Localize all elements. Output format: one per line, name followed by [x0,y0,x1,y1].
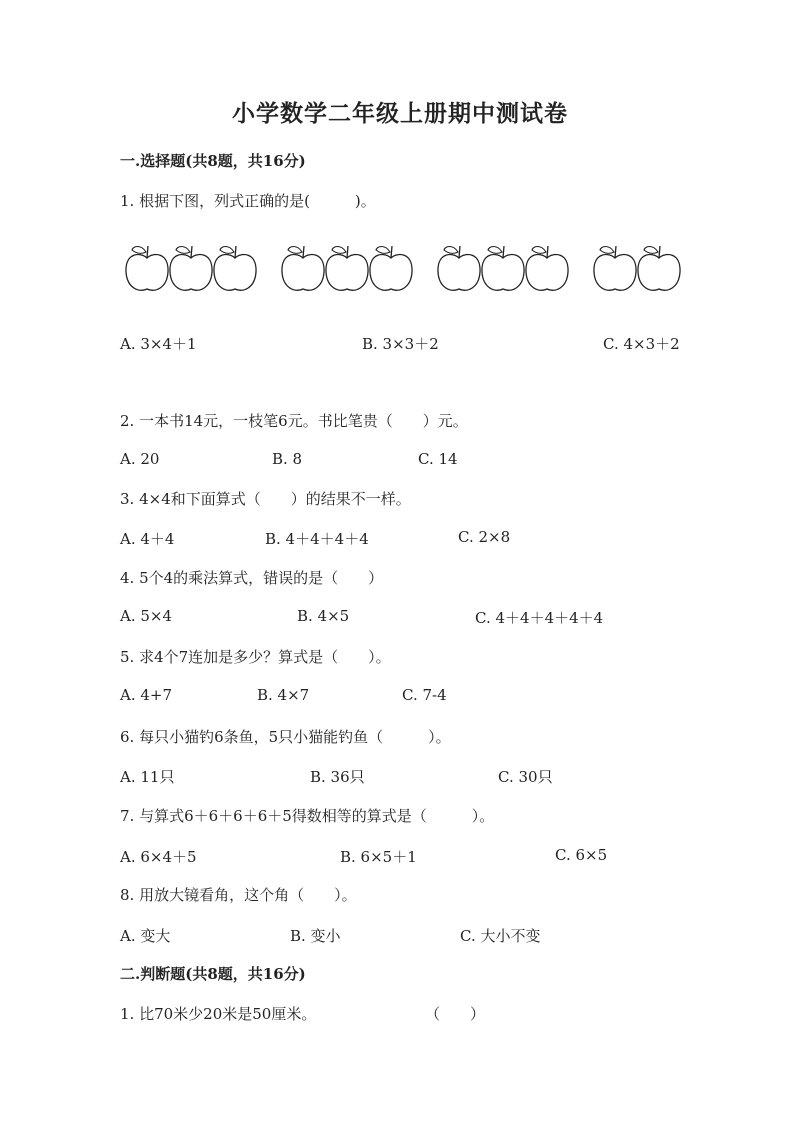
q2-option-b[interactable]: B. 8 [272,450,303,468]
question-6-text: 6. 每只小猫钓6条鱼，5只小猫能钓鱼（ ）。 [120,728,451,746]
q8-option-b[interactable]: B. 变小 [290,927,341,945]
q2-option-c[interactable]: C. 14 [418,450,458,468]
q1-option-c[interactable]: C. 4×3＋2 [603,335,680,353]
q6-option-b[interactable]: B. 36只 [310,768,365,786]
judgement-1-text: 1. 比70米少20米是50厘米。 [120,1005,317,1023]
apples-figure [120,240,700,295]
question-1-text: 1. 根据下图，列式正确的是( )。 [120,192,376,210]
question-3-text: 3. 4×4和下面算式（ ）的结果不一样。 [120,490,411,508]
apple-icon [594,246,636,290]
apple-icon [126,246,168,290]
apple-icon [438,246,480,290]
q3-option-a[interactable]: A. 4＋4 [120,530,175,548]
apple-icon [370,246,412,290]
q5-option-b[interactable]: B. 4×7 [257,686,310,704]
q6-option-c[interactable]: C. 30只 [498,768,553,786]
q4-option-b[interactable]: B. 4×5 [297,607,350,625]
q3-option-b[interactable]: B. 4＋4＋4＋4 [265,530,369,548]
q1-option-b[interactable]: B. 3×3＋2 [362,335,439,353]
section-heading-judgement: 二.判断题(共8题，共16分) [120,965,306,983]
q2-option-a[interactable]: A. 20 [120,450,160,468]
q5-option-c[interactable]: C. 7-4 [402,686,447,704]
apple-icon [638,246,680,290]
judgement-1-blank[interactable]: （ ） [425,1005,486,1023]
q6-option-a[interactable]: A. 11只 [120,768,175,786]
apple-icon [282,246,324,290]
q3-option-c[interactable]: C. 2×8 [458,528,511,546]
question-4-text: 4. 5个4的乘法算式，错误的是（ ） [120,569,384,587]
page-title: 小学数学二年级上册期中测试卷 [232,100,568,127]
question-2-text: 2. 一本书14元，一枝笔6元。书比笔贵（ ）元。 [120,412,468,430]
q4-option-c[interactable]: C. 4＋4＋4＋4＋4 [475,609,604,627]
apple-icon [526,246,568,290]
q7-option-b[interactable]: B. 6×5＋1 [340,848,417,866]
q7-option-c[interactable]: C. 6×5 [555,846,608,864]
q7-option-a[interactable]: A. 6×4＋5 [120,848,197,866]
q8-option-a[interactable]: A. 变大 [120,927,171,945]
q4-option-a[interactable]: A. 5×4 [120,607,173,625]
apple-icon [170,246,212,290]
apple-icon [482,246,524,290]
apple-icon [214,246,256,290]
question-5-text: 5. 求4个7连加是多少？算式是（ ）。 [120,648,391,666]
section-heading-choice: 一.选择题(共8题，共16分) [120,152,306,170]
q5-option-a[interactable]: A. 4+7 [120,686,173,704]
question-7-text: 7. 与算式6＋6＋6＋6＋5得数相等的算式是（ ）。 [120,807,495,825]
question-8-text: 8. 用放大镜看角，这个角（ ）。 [120,886,357,904]
q8-option-c[interactable]: C. 大小不变 [460,927,541,945]
q1-option-a[interactable]: A. 3×4＋1 [120,335,197,353]
apple-icon [326,246,368,290]
